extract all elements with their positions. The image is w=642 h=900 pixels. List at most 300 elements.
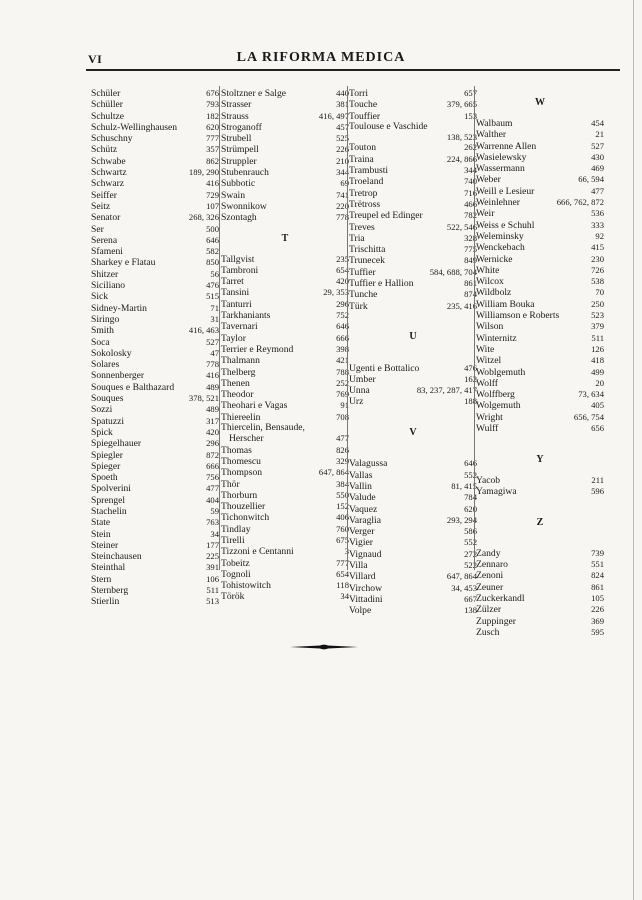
entry-pages: 404 <box>206 494 219 505</box>
entry-pages: 708 <box>336 411 349 422</box>
entry-name: Zeuner <box>476 581 504 593</box>
entry-name: Schulz-Wellinghausen <box>91 121 178 133</box>
index-entry <box>91 280 219 291</box>
entry-name: Thompson <box>221 467 263 479</box>
entry-name: Trunecek <box>349 255 385 267</box>
entry-pages: 620 <box>206 121 219 132</box>
spacer <box>349 312 477 322</box>
entry-pages: 582 <box>206 246 219 257</box>
entry-pages: 646 <box>464 458 477 469</box>
entry-pages: 777 <box>206 133 219 144</box>
entry-pages: 226 <box>591 604 604 615</box>
entry-name: Tognoli <box>221 568 251 580</box>
entry-name: Sharkey e Flatau <box>91 257 156 269</box>
entry-pages: 230 <box>591 253 604 264</box>
entry-pages: 793 <box>206 99 219 110</box>
entry-pages: 477 <box>591 185 604 196</box>
index-entry <box>349 374 477 385</box>
entry-pages: 454 <box>591 118 604 128</box>
index-entry <box>221 344 349 355</box>
entry-pages: 741 <box>336 189 349 200</box>
index-entry <box>91 325 219 336</box>
index-entry <box>221 467 349 478</box>
entry-name: Winternitz <box>476 332 517 344</box>
section-letter: U <box>409 331 417 343</box>
entry-name: Witzel <box>476 355 502 367</box>
index-entry <box>221 167 349 178</box>
entry-pages: 476 <box>464 362 477 373</box>
entry-pages: 499 <box>591 366 604 377</box>
entry-pages: 138 <box>464 605 477 616</box>
entry-pages: 416 <box>206 178 219 189</box>
entry-pages: 235 <box>336 253 349 264</box>
entry-pages: 211 <box>591 474 604 485</box>
entry-pages: 105 <box>591 592 604 603</box>
entry-pages: 778 <box>336 212 349 223</box>
index-entry <box>476 333 604 344</box>
entry-name: Thiercelin, Bensaude, <box>221 423 305 434</box>
entry-name: Sozzi <box>91 404 113 416</box>
index-entry <box>91 427 219 438</box>
entry-pages: 21 <box>595 129 604 140</box>
entry-name: Verger <box>349 526 375 538</box>
entry-pages: 59 <box>210 505 219 516</box>
entry-pages: 420 <box>336 276 349 287</box>
index-entry <box>476 231 604 242</box>
entry-pages: 874 <box>464 289 477 300</box>
index-entry <box>476 593 604 604</box>
entry-name: Seitz <box>91 200 111 212</box>
entry-name: Thalmann <box>221 355 260 367</box>
entry-pages: 317 <box>206 415 219 426</box>
index-entry <box>91 483 219 494</box>
index-entry <box>91 224 219 235</box>
entry-pages: 107 <box>206 200 219 211</box>
entry-name: Strasser <box>221 99 252 111</box>
entry-pages: 646 <box>206 234 219 245</box>
index-entry <box>221 321 349 332</box>
index-entry <box>91 393 219 404</box>
index-entry <box>476 141 604 152</box>
index-column-1 <box>91 88 219 608</box>
entry-name: Stubenrauch <box>221 167 269 179</box>
entry-name: Steiner <box>91 539 119 551</box>
entry-name: Wassermann <box>476 163 525 175</box>
entry-name: Villa <box>349 559 368 571</box>
entry-pages: 418 <box>591 355 604 366</box>
entry-pages: 676 <box>206 88 219 98</box>
entry-name: Taylor <box>221 332 246 344</box>
entry-name: Spolverini <box>91 483 131 495</box>
index-entry <box>349 210 477 221</box>
index-entry <box>221 201 349 212</box>
entry-name: Türk <box>349 300 368 312</box>
entry-name: Stroganoff <box>221 121 262 133</box>
index-entry <box>91 212 219 223</box>
entry-name: Swonnikow <box>221 200 267 212</box>
index-entry <box>91 337 219 348</box>
entry-name: Zennaro <box>476 559 508 571</box>
entry-pages: 71 <box>210 302 219 313</box>
entry-name: State <box>91 517 111 529</box>
entry-pages: 675 <box>336 534 349 545</box>
entry-name: Volpe <box>349 605 372 617</box>
entry-pages: 667 <box>464 593 477 604</box>
index-entry <box>476 129 604 140</box>
entry-pages: 70 <box>595 287 604 298</box>
entry-pages: 34 <box>210 528 219 539</box>
entry-name: Trambusti <box>349 165 389 177</box>
entry-name: Wilson <box>476 321 504 333</box>
index-column-3 <box>349 88 477 616</box>
entry-pages: 476 <box>206 280 219 291</box>
entry-name: Thör <box>221 478 240 490</box>
entry-name: Schwabe <box>91 155 126 167</box>
entry-pages: 515 <box>206 291 219 302</box>
index-entry <box>221 490 349 501</box>
entry-name: Villard <box>349 571 376 583</box>
index-entry <box>221 445 349 456</box>
index-entry <box>476 604 604 615</box>
index-entry <box>349 289 477 300</box>
entry-pages: 654 <box>336 264 349 275</box>
index-entry <box>91 551 219 562</box>
index-entry <box>221 558 349 569</box>
index-entry <box>221 156 349 167</box>
column-separator <box>347 86 348 570</box>
spacer <box>476 538 604 548</box>
index-entry <box>476 389 604 400</box>
entry-pages: 415 <box>591 242 604 253</box>
entry-name: Thouzellier <box>221 501 266 513</box>
entry-pages: 777 <box>336 557 349 568</box>
entry-name: Weber <box>476 174 501 186</box>
entry-pages: 106 <box>206 573 219 584</box>
entry-name: Trëtross <box>349 198 381 210</box>
entry-name: Wenckebach <box>476 242 525 254</box>
entry-pages: 220 <box>336 200 349 211</box>
page-title: LA RIFORMA MEDICA <box>236 50 406 65</box>
index-entry <box>221 88 349 99</box>
entry-name: Zuckerkandl <box>476 592 525 604</box>
entry-name: Williamson e Roberts <box>476 310 560 322</box>
entry-pages: 861 <box>591 581 604 592</box>
entry-name: Stoltzner e Salge <box>221 88 287 99</box>
entry-pages: 430 <box>591 151 604 162</box>
index-entry <box>221 546 349 557</box>
entry-name: Vaquez <box>349 503 378 515</box>
entry-pages: 344 <box>336 167 349 178</box>
index-entry <box>91 235 219 246</box>
entry-name: Treupel ed Edinger <box>349 210 423 222</box>
entry-name: Weiss e Schuhl <box>476 219 535 231</box>
index-entry <box>476 344 604 355</box>
index-entry <box>91 156 219 167</box>
entry-pages: 262 <box>464 142 477 153</box>
index-entry <box>221 569 349 580</box>
entry-pages: 656 <box>591 423 604 434</box>
entry-name: Touche <box>349 99 378 111</box>
entry-pages: 596 <box>591 485 604 496</box>
index-entry <box>476 118 604 129</box>
entry-name: Serena <box>91 234 118 246</box>
entry-name: Terrier e Reymond <box>221 343 294 355</box>
entry-name: Schüler <box>91 88 121 99</box>
entry-name: Herscher <box>229 433 264 445</box>
entry-name: Wulff <box>476 423 499 435</box>
entry-pages: 329 <box>336 455 349 466</box>
entry-name: Wilcox <box>476 276 504 288</box>
entry-name: Zenoni <box>476 570 504 582</box>
index-entry <box>91 257 219 268</box>
entry-name: Zülzer <box>476 604 502 616</box>
entry-pages: 20 <box>595 377 604 388</box>
index-entry <box>91 303 219 314</box>
entry-pages: 406 <box>336 512 349 523</box>
entry-pages: 620 <box>464 503 477 514</box>
entry-name: Sokolosky <box>91 347 132 359</box>
entry-name: Woblgemuth <box>476 366 526 378</box>
entry-pages: 416, 463 <box>188 325 219 336</box>
section-letter: Z <box>536 516 544 528</box>
entry-name: Schwarz <box>91 178 125 190</box>
entry-pages: 511 <box>206 585 219 596</box>
entry-pages: 391 <box>206 562 219 573</box>
index-entry <box>91 461 219 472</box>
entry-name: Siringo <box>91 313 120 325</box>
index-entry <box>476 616 604 627</box>
entry-name: Stein <box>91 528 111 540</box>
entry-pages: 849 <box>464 255 477 266</box>
entry-pages: 416 <box>206 370 219 381</box>
index-entry <box>91 359 219 370</box>
entry-name: Sidney-Martin <box>91 302 147 314</box>
index-entry <box>476 242 604 253</box>
entry-name: Schüller <box>91 99 123 111</box>
entry-pages: 861 <box>464 278 477 289</box>
entry-pages: 872 <box>206 449 219 460</box>
index-entry <box>91 201 219 212</box>
entry-pages: 551 <box>591 559 604 570</box>
entry-name: Stern <box>91 573 112 585</box>
index-entry <box>476 174 604 185</box>
entry-pages: 379 <box>591 321 604 332</box>
index-entry <box>349 142 477 153</box>
entry-pages: 469 <box>591 163 604 174</box>
entry-name: Tarret <box>221 276 244 288</box>
index-entry <box>349 188 477 199</box>
entry-name: Weir <box>476 208 495 220</box>
entry-pages: 522, 546 <box>446 221 477 232</box>
entry-pages: 457 <box>336 121 349 132</box>
entry-pages: 739 <box>591 547 604 558</box>
entry-name: Souques <box>91 393 124 405</box>
index-entry <box>221 591 349 602</box>
entry-pages: 550 <box>336 489 349 500</box>
entry-name: Theohari e Vagas <box>221 400 288 412</box>
entry-name: Swain <box>221 189 245 201</box>
index-entry <box>476 559 604 570</box>
entry-pages: 850 <box>206 257 219 268</box>
entry-name: Virchow <box>349 582 382 594</box>
entry-name: Wright <box>476 411 503 423</box>
entry-pages: 398 <box>336 343 349 354</box>
entry-pages: 666 <box>336 332 349 343</box>
entry-pages: 784 <box>464 492 477 503</box>
index-entry <box>221 512 349 523</box>
index-entry <box>91 178 219 189</box>
spacer <box>349 448 477 458</box>
entry-pages: 177 <box>206 539 219 550</box>
entry-pages: 328 <box>464 232 477 243</box>
index-entry <box>221 190 349 201</box>
index-entry <box>476 152 604 163</box>
index-entry <box>349 176 477 187</box>
entry-pages: 384 <box>336 478 349 489</box>
entry-name: Tria <box>349 232 365 244</box>
entry-pages: 775 <box>464 244 477 255</box>
index-entry <box>476 412 604 423</box>
entry-name: Soca <box>91 336 110 348</box>
entry-name: Treves <box>349 221 375 233</box>
index-entry <box>221 378 349 389</box>
entry-pages: 56 <box>210 268 219 279</box>
index-entry <box>349 363 477 374</box>
entry-name: Schütz <box>91 144 118 156</box>
index-entry <box>349 492 477 503</box>
index-entry <box>349 99 477 110</box>
entry-pages: 189, 290 <box>188 167 219 178</box>
entry-pages: 369 <box>591 615 604 626</box>
page-number: VI <box>88 52 103 66</box>
index-entry <box>221 122 349 133</box>
index-entry <box>221 276 349 287</box>
entry-pages: 763 <box>206 517 219 528</box>
entry-pages: 477 <box>336 433 349 444</box>
entry-pages: 666 <box>206 460 219 471</box>
section-letter: T <box>281 232 289 244</box>
entry-name: Tohistowitch <box>221 580 271 592</box>
entry-pages: 752 <box>336 310 349 321</box>
index-entry <box>221 535 349 546</box>
entry-pages: 152 <box>336 501 349 512</box>
entry-pages: 421 <box>336 355 349 366</box>
entry-name: Tretrop <box>349 187 378 199</box>
index-entry <box>476 378 604 389</box>
entry-pages: 81, 415 <box>451 480 477 491</box>
entry-pages: 118 <box>336 580 349 591</box>
index-entry <box>476 548 604 559</box>
header-rule <box>86 69 620 71</box>
index-entry <box>221 456 349 467</box>
spacer <box>476 497 604 507</box>
entry-name: Sfameni <box>91 246 123 258</box>
entry-pages: 226 <box>336 144 349 155</box>
entry-name: Stierlin <box>91 596 120 608</box>
index-entry <box>221 580 349 591</box>
entry-pages: 126 <box>591 343 604 354</box>
entry-pages: 511 <box>591 332 604 343</box>
entry-name: Wolffberg <box>476 389 515 401</box>
entry-pages: 293, 294 <box>446 514 477 525</box>
entry-pages: 69 <box>340 178 349 189</box>
index-entry <box>221 310 349 321</box>
entry-pages: 586 <box>464 526 477 537</box>
index-entry <box>476 321 604 332</box>
entry-name: Thelberg <box>221 366 256 378</box>
index-entry <box>349 549 477 560</box>
entry-name: Yamagiwa <box>476 485 517 497</box>
entry-name: Walther <box>476 129 507 141</box>
index-entry <box>476 627 604 638</box>
entry-pages: 522 <box>464 559 477 570</box>
index-entry <box>91 562 219 573</box>
entry-pages: 268, 326 <box>188 212 219 223</box>
index-entry <box>349 154 477 165</box>
entry-name: Schwartz <box>91 167 127 179</box>
index-entry <box>349 122 477 132</box>
entry-name: Tizzoni e Centanni <box>221 546 294 558</box>
entry-name: Sick <box>91 291 109 303</box>
entry-pages: 756 <box>206 472 219 483</box>
entry-pages: 489 <box>206 404 219 415</box>
index-column-2 <box>221 88 349 603</box>
index-entry <box>221 333 349 344</box>
entry-name: Walbaum <box>476 118 513 129</box>
index-entry <box>476 276 604 287</box>
entry-name: Varaglia <box>349 514 381 526</box>
entry-pages: 552 <box>464 469 477 480</box>
index-entry <box>91 122 219 133</box>
entry-pages: 760 <box>336 523 349 534</box>
entry-name: Thomas <box>221 444 252 456</box>
index-entry <box>476 355 604 366</box>
entry-name: Spiegelhauer <box>91 438 142 450</box>
spacer <box>349 352 477 362</box>
entry-name: Schultze <box>91 110 125 122</box>
index-entry <box>221 212 349 223</box>
index-entry <box>349 396 477 407</box>
index-entry <box>349 301 477 312</box>
entry-name: Tindlay <box>221 523 251 535</box>
entry-name: Zuppinger <box>476 615 516 627</box>
index-entry <box>349 255 477 266</box>
index-entry <box>349 515 477 526</box>
index-entry <box>349 385 477 396</box>
entry-name: Strümpell <box>221 144 259 156</box>
entry-name: Tallgvist <box>221 253 255 265</box>
entry-pages: 138, 523 <box>446 132 477 143</box>
entry-name: Wolff <box>476 377 498 389</box>
index-entry <box>91 314 219 325</box>
entry-pages: 3 <box>344 546 349 557</box>
entry-pages: 440 <box>336 88 349 98</box>
entry-pages: 513 <box>206 596 219 607</box>
entry-name: Thorburn <box>221 489 258 501</box>
entry-pages: 657 <box>464 88 477 98</box>
entry-pages: 34 <box>340 591 349 602</box>
entry-pages: 525 <box>336 133 349 144</box>
entry-pages: 31 <box>210 313 219 324</box>
entry-pages: 477 <box>206 483 219 494</box>
entry-name: Weleminsky <box>476 230 524 242</box>
index-entry <box>91 133 219 144</box>
entry-name: Schuschny <box>91 133 133 145</box>
entry-name: Torri <box>349 88 369 99</box>
entry-name: Seiffer <box>91 189 117 201</box>
entry-pages: 538 <box>591 276 604 287</box>
section-letter: Y <box>536 453 544 465</box>
